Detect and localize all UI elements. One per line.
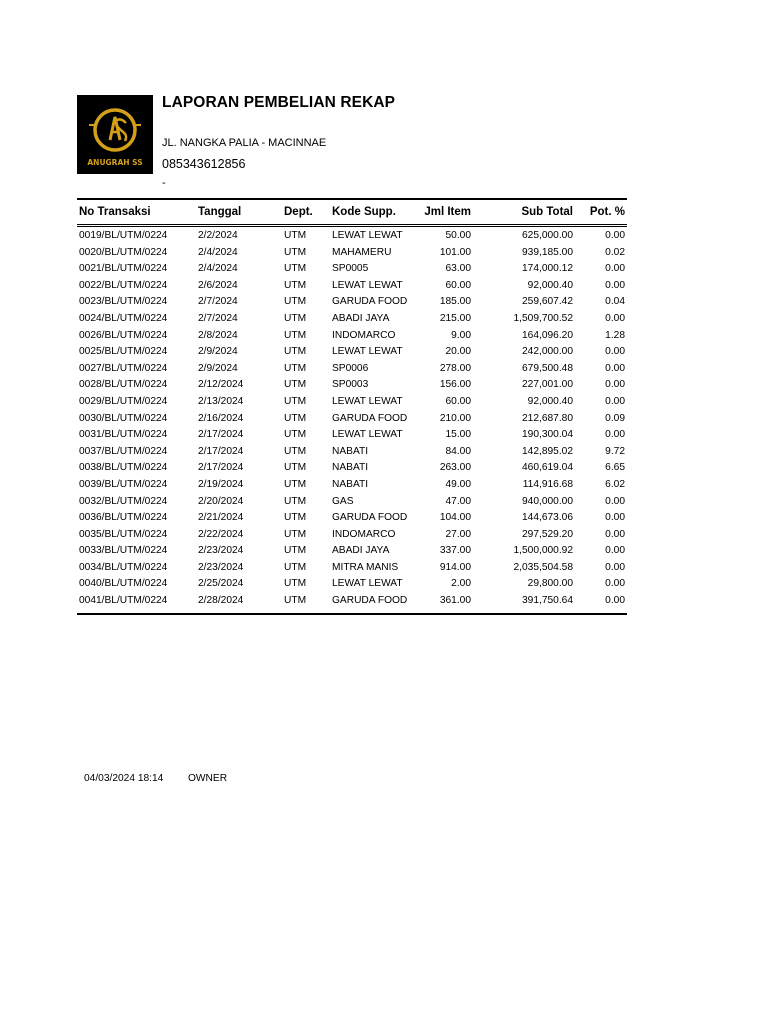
logo-text: ANUGRAH SS (87, 158, 143, 167)
cell-kode-supp: GARUDA FOOD (332, 595, 408, 607)
print-user: OWNER (188, 773, 228, 784)
cell-pot: 0.04 (605, 296, 625, 308)
report-title: LAPORAN PEMBELIAN REKAP (162, 94, 396, 111)
cell-sub-total: 679,500.48 (522, 362, 573, 374)
cell-dept: UTM (284, 578, 307, 590)
cell-pot: 0.00 (605, 263, 625, 275)
table-row (77, 427, 627, 444)
cell-tanggal: 2/21/2024 (198, 512, 244, 524)
cell-sub-total: 939,185.00 (522, 246, 573, 258)
cell-tanggal: 2/2/2024 (198, 230, 238, 241)
cell-tanggal: 2/16/2024 (198, 412, 244, 424)
cell-jml-item: 27.00 (445, 528, 471, 540)
table-body (77, 227, 627, 613)
cell-sub-total: 2,035,504.58 (513, 561, 573, 573)
table-row (77, 593, 627, 610)
company-logo (77, 95, 153, 174)
cell-tanggal: 2/19/2024 (198, 478, 244, 490)
cell-jml-item: 63.00 (445, 263, 471, 275)
cell-pot: 0.00 (605, 595, 625, 607)
cell-dept: UTM (284, 312, 307, 324)
cell-pot: 0.00 (605, 528, 625, 540)
cell-sub-total: 190,300.04 (522, 429, 573, 441)
col-no-transaksi: No Transaksi (79, 206, 151, 218)
cell-sub-total: 144,673.06 (522, 512, 573, 524)
cell-tanggal: 2/8/2024 (198, 329, 238, 341)
table-row (77, 278, 627, 295)
cell-no-transaksi: 0024/BL/UTM/0224 (79, 312, 168, 324)
cell-no-transaksi: 0023/BL/UTM/0224 (79, 296, 168, 308)
cell-sub-total: 940,000.00 (522, 495, 573, 507)
cell-tanggal: 2/7/2024 (198, 312, 238, 324)
cell-no-transaksi: 0019/BL/UTM/0224 (79, 230, 168, 241)
cell-dept: UTM (284, 462, 307, 474)
cell-dept: UTM (284, 263, 307, 275)
cell-sub-total: 242,000.00 (522, 346, 573, 358)
cell-sub-total: 29,800.00 (527, 578, 573, 590)
cell-tanggal: 2/9/2024 (198, 346, 238, 358)
cell-pot: 6.02 (605, 478, 625, 490)
cell-kode-supp: NABATI (332, 462, 369, 474)
cell-kode-supp: SP0005 (332, 263, 369, 275)
table-row (77, 344, 627, 361)
cell-dept: UTM (284, 395, 307, 407)
table-row (77, 377, 627, 394)
cell-pot: 0.00 (605, 561, 625, 573)
cell-tanggal: 2/23/2024 (198, 545, 244, 557)
cell-kode-supp: LEWAT LEWAT (332, 395, 403, 407)
cell-dept: UTM (284, 246, 307, 258)
cell-no-transaksi: 0038/BL/UTM/0224 (79, 462, 168, 474)
cell-jml-item: 15.00 (445, 429, 471, 441)
cell-tanggal: 2/22/2024 (198, 528, 244, 540)
cell-sub-total: 391,750.64 (522, 595, 573, 607)
col-jml-item: Jml Item (424, 206, 471, 218)
cell-dept: UTM (284, 561, 307, 573)
cell-kode-supp: LEWAT LEWAT (332, 429, 403, 441)
cell-jml-item: 337.00 (439, 545, 471, 557)
cell-no-transaksi: 0027/BL/UTM/0224 (79, 362, 168, 374)
cell-kode-supp: SP0003 (332, 379, 369, 391)
cell-no-transaksi: 0036/BL/UTM/0224 (79, 512, 168, 524)
cell-no-transaksi: 0037/BL/UTM/0224 (79, 445, 168, 457)
cell-sub-total: 164,096.20 (522, 329, 573, 341)
cell-jml-item: 60.00 (445, 279, 471, 291)
cell-pot: 0.00 (605, 362, 625, 374)
cell-pot: 0.00 (605, 379, 625, 391)
table-row (77, 394, 627, 411)
cell-no-transaksi: 0025/BL/UTM/0224 (79, 346, 168, 358)
cell-tanggal: 2/4/2024 (198, 246, 238, 258)
cell-dept: UTM (284, 379, 307, 391)
cell-tanggal: 2/17/2024 (198, 429, 244, 441)
cell-sub-total: 625,000.00 (522, 230, 573, 241)
table-row (77, 228, 627, 245)
cell-kode-supp: NABATI (332, 478, 369, 490)
cell-kode-supp: MITRA MANIS (332, 561, 399, 573)
cell-no-transaksi: 0034/BL/UTM/0224 (79, 561, 168, 573)
cell-jml-item: 104.00 (439, 512, 471, 524)
cell-pot: 0.00 (605, 495, 625, 507)
table-row (77, 527, 627, 544)
cell-dept: UTM (284, 595, 307, 607)
cell-no-transaksi: 0035/BL/UTM/0224 (79, 528, 168, 540)
cell-jml-item: 84.00 (445, 445, 471, 457)
cell-dept: UTM (284, 445, 307, 457)
cell-jml-item: 101.00 (439, 246, 471, 258)
table-row (77, 444, 627, 461)
cell-kode-supp: SP0006 (332, 362, 369, 374)
table-row (77, 261, 627, 278)
cell-no-transaksi: 0020/BL/UTM/0224 (79, 246, 168, 258)
cell-kode-supp: LEWAT LEWAT (332, 578, 403, 590)
cell-jml-item: 20.00 (445, 346, 471, 358)
cell-no-transaksi: 0033/BL/UTM/0224 (79, 545, 168, 557)
cell-dept: UTM (284, 279, 307, 291)
cell-pot: 0.00 (605, 346, 625, 358)
col-tanggal: Tanggal (198, 206, 242, 218)
table-row (77, 294, 627, 311)
cell-sub-total: 259,607.42 (522, 296, 573, 308)
cell-jml-item: 278.00 (439, 362, 471, 374)
cell-tanggal: 2/23/2024 (198, 561, 244, 573)
cell-dept: UTM (284, 429, 307, 441)
cell-pot: 0.00 (605, 230, 625, 241)
cell-jml-item: 185.00 (439, 296, 471, 308)
company-address: JL. NANGKA PALIA - MACINNAE (162, 137, 327, 149)
cell-kode-supp: INDOMARCO (332, 528, 396, 540)
cell-dept: UTM (284, 512, 307, 524)
cell-jml-item: 49.00 (445, 478, 471, 490)
anugrah-logo-icon (77, 95, 153, 174)
cell-sub-total: 297,529.20 (522, 528, 573, 540)
cell-pot: 0.00 (605, 312, 625, 324)
cell-kode-supp: GARUDA FOOD (332, 512, 408, 524)
cell-kode-supp: INDOMARCO (332, 329, 396, 341)
cell-pot: 0.00 (605, 429, 625, 441)
cell-kode-supp: ABADI JAYA (332, 545, 390, 557)
table-row (77, 494, 627, 511)
cell-sub-total: 92,000.40 (527, 395, 573, 407)
table-row (77, 311, 627, 328)
cell-dept: UTM (284, 545, 307, 557)
cell-dept: UTM (284, 362, 307, 374)
cell-dept: UTM (284, 296, 307, 308)
table-row (77, 245, 627, 262)
cell-kode-supp: LEWAT LEWAT (332, 230, 403, 241)
header-extra: - (162, 177, 166, 189)
company-phone: 085343612856 (162, 157, 246, 171)
col-kode-supp: Kode Supp. (332, 206, 396, 218)
cell-tanggal: 2/28/2024 (198, 595, 244, 607)
cell-pot: 0.09 (605, 412, 625, 424)
cell-kode-supp: GARUDA FOOD (332, 296, 408, 308)
cell-kode-supp: MAHAMERU (332, 246, 392, 258)
cell-pot: 6.65 (605, 462, 625, 474)
cell-no-transaksi: 0032/BL/UTM/0224 (79, 495, 168, 507)
cell-pot: 0.02 (605, 246, 625, 258)
cell-tanggal: 2/9/2024 (198, 362, 238, 374)
cell-pot: 9.72 (605, 445, 625, 457)
table-row (77, 361, 627, 378)
cell-jml-item: 263.00 (439, 462, 471, 474)
cell-sub-total: 114,916.68 (522, 478, 573, 490)
cell-jml-item: 914.00 (439, 561, 471, 573)
cell-tanggal: 2/7/2024 (198, 296, 238, 308)
cell-tanggal: 2/20/2024 (198, 495, 244, 507)
cell-dept: UTM (284, 230, 307, 241)
table-row (77, 543, 627, 560)
cell-dept: UTM (284, 528, 307, 540)
col-pot: Pot. % (589, 206, 625, 218)
table-row (77, 560, 627, 577)
col-dept: Dept. (284, 206, 313, 218)
cell-sub-total: 142,895.02 (522, 445, 573, 457)
cell-no-transaksi: 0022/BL/UTM/0224 (79, 279, 168, 291)
cell-dept: UTM (284, 346, 307, 358)
cell-dept: UTM (284, 495, 307, 507)
cell-kode-supp: LEWAT LEWAT (332, 346, 403, 358)
cell-no-transaksi: 0040/BL/UTM/0224 (79, 578, 168, 590)
cell-tanggal: 2/12/2024 (198, 379, 244, 391)
cell-kode-supp: ABADI JAYA (332, 312, 390, 324)
cell-tanggal: 2/17/2024 (198, 462, 244, 474)
cell-jml-item: 215.00 (439, 312, 471, 324)
cell-sub-total: 1,509,700.52 (513, 312, 573, 324)
cell-pot: 0.00 (605, 545, 625, 557)
cell-no-transaksi: 0021/BL/UTM/0224 (79, 263, 168, 275)
cell-kode-supp: NABATI (332, 445, 369, 457)
cell-no-transaksi: 0028/BL/UTM/0224 (79, 379, 168, 391)
cell-kode-supp: LEWAT LEWAT (332, 279, 403, 291)
cell-no-transaksi: 0031/BL/UTM/0224 (79, 429, 168, 441)
cell-tanggal: 2/6/2024 (198, 279, 238, 291)
cell-dept: UTM (284, 412, 307, 424)
table-row (77, 477, 627, 494)
table-row (77, 576, 627, 593)
cell-tanggal: 2/17/2024 (198, 445, 244, 457)
cell-kode-supp: GARUDA FOOD (332, 412, 408, 424)
cell-no-transaksi: 0029/BL/UTM/0224 (79, 395, 168, 407)
cell-jml-item: 50.00 (445, 230, 471, 241)
cell-jml-item: 9.00 (451, 329, 471, 341)
table-row (77, 510, 627, 527)
cell-sub-total: 1,500,000.92 (513, 545, 573, 557)
cell-no-transaksi: 0026/BL/UTM/0224 (79, 329, 168, 341)
cell-jml-item: 210.00 (439, 412, 471, 424)
cell-jml-item: 60.00 (445, 395, 471, 407)
purchase-table (77, 198, 627, 615)
cell-sub-total: 227,001.00 (522, 379, 573, 391)
cell-pot: 0.00 (605, 512, 625, 524)
cell-pot: 1.28 (605, 329, 625, 341)
cell-pot: 0.00 (605, 279, 625, 291)
cell-pot: 0.00 (605, 395, 625, 407)
col-sub-total: Sub Total (521, 206, 573, 218)
cell-sub-total: 92,000.40 (527, 279, 573, 291)
cell-dept: UTM (284, 478, 307, 490)
cell-dept: UTM (284, 329, 307, 341)
cell-no-transaksi: 0041/BL/UTM/0224 (79, 595, 168, 607)
cell-tanggal: 2/25/2024 (198, 578, 244, 590)
table-row (77, 328, 627, 345)
table-header (77, 200, 627, 227)
table-row (77, 460, 627, 477)
table-row (77, 411, 627, 428)
cell-jml-item: 47.00 (445, 495, 471, 507)
cell-sub-total: 212,687.80 (522, 412, 573, 424)
cell-kode-supp: GAS (332, 495, 354, 507)
print-timestamp: 04/03/2024 18:14 (84, 773, 164, 784)
cell-jml-item: 361.00 (439, 595, 471, 607)
cell-sub-total: 460,619.04 (522, 462, 573, 474)
cell-pot: 0.00 (605, 578, 625, 590)
cell-jml-item: 156.00 (439, 379, 471, 391)
cell-no-transaksi: 0039/BL/UTM/0224 (79, 478, 168, 490)
cell-jml-item: 2.00 (451, 578, 471, 590)
cell-no-transaksi: 0030/BL/UTM/0224 (79, 412, 168, 424)
cell-sub-total: 174,000.12 (522, 263, 573, 275)
cell-tanggal: 2/4/2024 (198, 263, 238, 275)
cell-tanggal: 2/13/2024 (198, 395, 244, 407)
